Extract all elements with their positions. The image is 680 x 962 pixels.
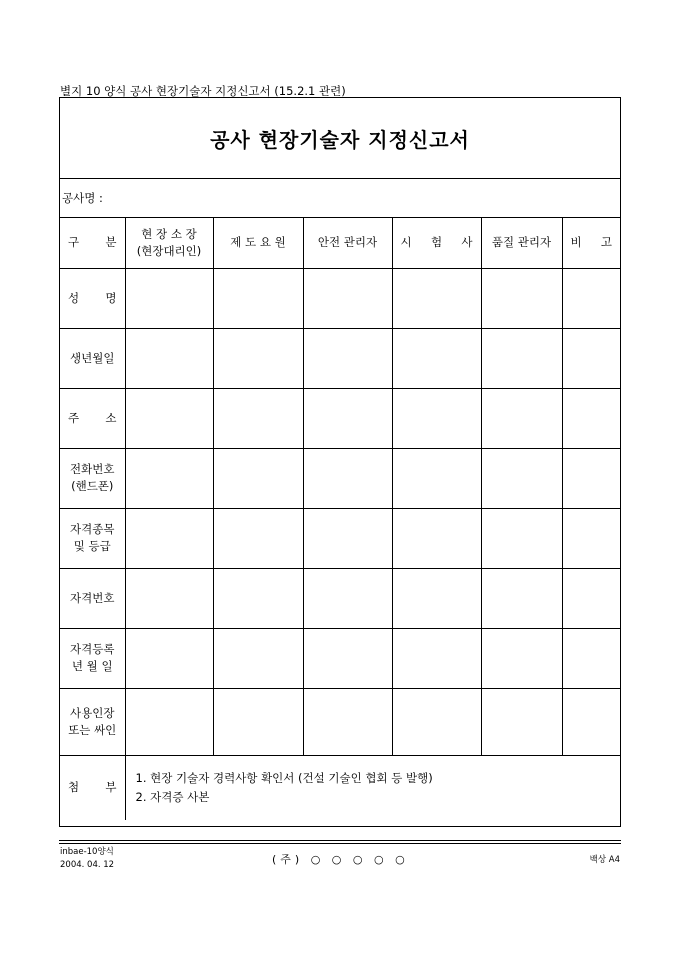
input-cell[interactable] (562, 388, 620, 448)
project-name-label: 공사명 : (62, 190, 103, 205)
input-cell[interactable] (481, 448, 562, 508)
table-row (60, 508, 620, 568)
site-manager-header (125, 218, 213, 268)
cert-grade-label: 및 등급 (73, 539, 111, 553)
row-label-cert-type (60, 508, 125, 568)
seal-label: 사용인장 (70, 705, 115, 720)
project-name-row[interactable] (60, 178, 620, 218)
input-cell[interactable] (125, 448, 213, 508)
row-label-cert-date (60, 628, 125, 688)
input-cell[interactable] (392, 268, 481, 328)
cert-date-label: 년 월 일 (71, 659, 113, 673)
attachment-label-cell (60, 755, 125, 820)
attachment-item: 1. 현장 기술자 경력사항 확인서 (건설 기술인 협회 등 발행) (135, 770, 433, 785)
input-cell[interactable] (392, 508, 481, 568)
input-cell[interactable] (303, 508, 392, 568)
signature-label: 또는 싸인 (68, 722, 117, 737)
table-row (60, 268, 620, 328)
input-cell[interactable] (125, 688, 213, 755)
row-label-name (60, 268, 125, 328)
input-cell[interactable] (562, 508, 620, 568)
input-cell[interactable] (392, 328, 481, 388)
footer-divider (59, 840, 621, 841)
input-cell[interactable] (481, 628, 562, 688)
input-cell[interactable] (213, 688, 303, 755)
input-cell[interactable] (213, 388, 303, 448)
input-cell[interactable] (125, 568, 213, 628)
input-cell[interactable] (303, 328, 392, 388)
remarks-label: 비 고 (570, 235, 612, 250)
input-cell[interactable] (213, 568, 303, 628)
input-cell[interactable] (125, 388, 213, 448)
input-cell[interactable] (213, 328, 303, 388)
input-cell[interactable] (392, 688, 481, 755)
input-cell[interactable] (481, 388, 562, 448)
row-label-phone (60, 448, 125, 508)
form-title: 공사 현장기술자 지정신고서 (210, 127, 470, 152)
table-row (60, 328, 620, 388)
attachment-label: 첨 부 (68, 780, 117, 795)
form-date: 2004. 04. 12 (60, 860, 115, 870)
input-cell[interactable] (303, 628, 392, 688)
cert-registration-label: 자격등록 (70, 642, 115, 656)
input-cell[interactable] (481, 688, 562, 755)
form-header-label: 별지 10 양식 공사 현장기술자 지정신고서 (15.2.1 관련) (60, 84, 346, 98)
table-row (60, 568, 620, 628)
input-cell[interactable] (481, 268, 562, 328)
address-label: 주 소 (68, 410, 117, 425)
title-row (60, 98, 620, 179)
row-label-birth: 생년월일 (60, 328, 125, 388)
cert-type-label: 자격종목 (70, 522, 115, 536)
table-row (60, 628, 620, 688)
input-cell[interactable] (125, 268, 213, 328)
input-cell[interactable] (303, 448, 392, 508)
input-cell[interactable] (562, 568, 620, 628)
input-cell[interactable] (562, 688, 620, 755)
input-cell[interactable] (125, 628, 213, 688)
input-cell[interactable] (392, 628, 481, 688)
footer-meta (60, 846, 114, 872)
attachment-item: 2. 자격증 사본 (135, 789, 210, 804)
tester-header (392, 218, 481, 268)
phone-label: 전화번호 (70, 462, 115, 476)
input-cell[interactable] (213, 508, 303, 568)
attachment-row (60, 755, 620, 820)
table-row (60, 388, 620, 448)
input-cell[interactable] (562, 328, 620, 388)
site-agent-label: (현장대리인) (136, 243, 202, 258)
name-label: 성 명 (68, 290, 117, 305)
input-cell[interactable] (562, 448, 620, 508)
input-cell[interactable] (303, 688, 392, 755)
table-row (60, 688, 620, 755)
input-cell[interactable] (481, 328, 562, 388)
tester-label: 시 험 사 (400, 235, 473, 250)
input-cell[interactable] (303, 268, 392, 328)
input-cell[interactable] (481, 508, 562, 568)
form-frame (59, 97, 621, 827)
personnel-table (60, 218, 620, 820)
input-cell[interactable] (562, 628, 620, 688)
input-cell[interactable] (392, 568, 481, 628)
input-cell[interactable] (213, 448, 303, 508)
input-cell[interactable] (392, 448, 481, 508)
site-manager-label: 현 장 소 장 (141, 226, 197, 241)
input-cell[interactable] (481, 568, 562, 628)
footer-divider (59, 843, 621, 844)
input-cell[interactable] (125, 328, 213, 388)
row-label-seal (60, 688, 125, 755)
table-row (60, 448, 620, 508)
input-cell[interactable] (303, 388, 392, 448)
attachment-list (125, 755, 620, 820)
header-row (60, 218, 620, 268)
remarks-header (562, 218, 620, 268)
mobile-label: (핸드폰) (71, 479, 114, 493)
input-cell[interactable] (213, 628, 303, 688)
row-label-address (60, 388, 125, 448)
input-cell[interactable] (303, 568, 392, 628)
input-cell[interactable] (392, 388, 481, 448)
quality-manager-header: 품질 관리자 (481, 218, 562, 268)
category-label: 구 분 (68, 235, 117, 250)
category-header (60, 218, 125, 268)
input-cell[interactable] (562, 268, 620, 328)
form-code: inbae-10양식 (60, 847, 114, 857)
input-cell[interactable] (213, 268, 303, 328)
drafting-header: 제 도 요 원 (213, 218, 303, 268)
input-cell[interactable] (125, 508, 213, 568)
company-name: (주) ○ ○ ○ ○ ○ (272, 853, 409, 866)
safety-manager-header: 안전 관리자 (303, 218, 392, 268)
paper-size: 백상 A4 (589, 855, 620, 865)
row-label-cert-no: 자격번호 (60, 568, 125, 628)
